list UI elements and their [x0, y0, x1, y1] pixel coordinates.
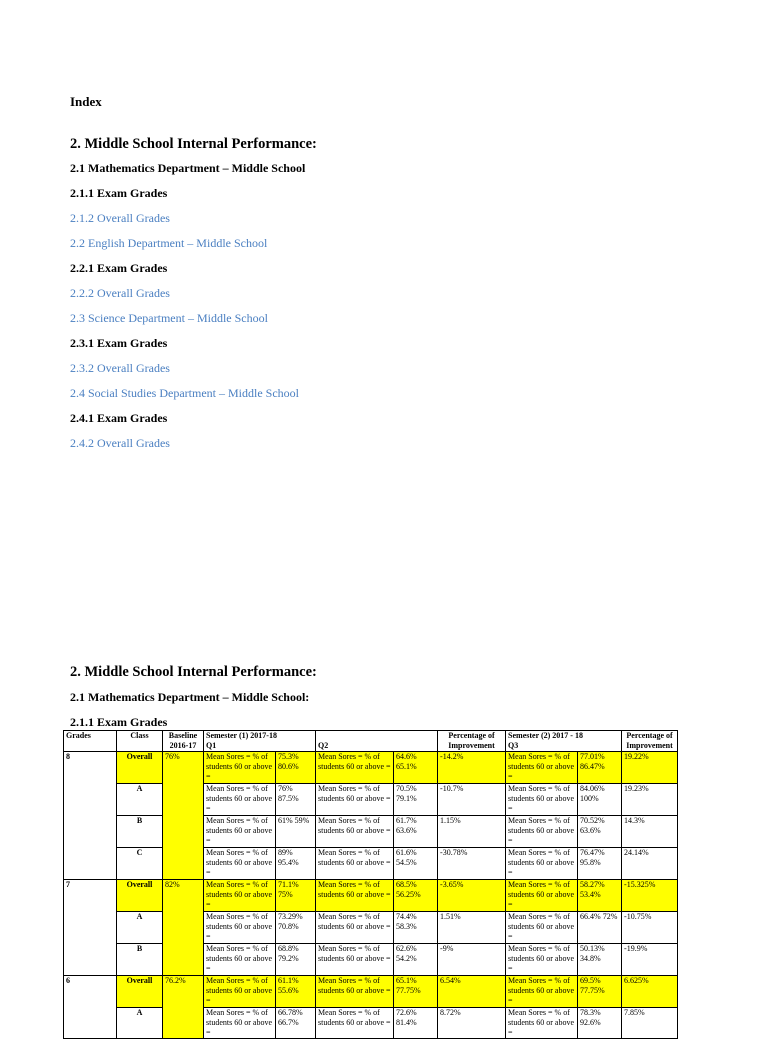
q2-value-cell: 61.6% 54.5%: [394, 848, 438, 880]
toc-entry[interactable]: 2.2 English Department – Middle School: [70, 236, 268, 250]
q2-metric-label: Mean Sores = % of students 60 or above =: [316, 976, 394, 1008]
q2-value-cell: 65.1% 77.75%: [394, 976, 438, 1008]
index-title: Index: [70, 94, 102, 109]
grade-cell: 6: [64, 976, 117, 1039]
pct-improvement-2-cell: -15.325%: [622, 880, 678, 912]
q2-value-cell: 70.5% 79.1%: [394, 784, 438, 816]
q3-value-cell: 84.06% 100%: [578, 784, 622, 816]
header-pct-improvement-1: Percentage of Improvement: [438, 731, 506, 752]
q2-value-cell: 64.6% 65.1%: [394, 752, 438, 784]
toc-entry[interactable]: 2.4 Social Studies Department – Middle School: [70, 386, 299, 400]
q2-metric-label: Mean Sores = % of students 60 or above =: [316, 880, 394, 912]
pct-improvement-2-cell: 19.23%: [622, 784, 678, 816]
pct-improvement-1-cell: -10.7%: [438, 784, 506, 816]
class-cell: Overall: [117, 752, 163, 784]
pct-improvement-2-cell: -10.75%: [622, 912, 678, 944]
table-body: [64, 752, 678, 1039]
header-q2: [316, 731, 438, 752]
pct-improvement-1-cell: -14.2%: [438, 752, 506, 784]
q2-metric-label: Mean Sores = % of students 60 or above =: [316, 848, 394, 880]
q1-label: Q1: [206, 741, 217, 750]
pct-improvement-1-cell: -9%: [438, 944, 506, 976]
q1-metric-label: Mean Sores = % of students 60 or above =: [204, 1008, 276, 1039]
toc-entry: 2.1 Mathematics Department – Middle School: [70, 161, 306, 175]
pct-improvement-2-cell: 7.85%: [622, 1008, 678, 1039]
pct-improvement-2-cell: 14.3%: [622, 816, 678, 848]
subsection-heading: 2.1 Mathematics Department – Middle School:: [70, 690, 310, 704]
index-section-heading: 2. Middle School Internal Performance:: [70, 136, 317, 152]
q2-value-cell: 62.6% 54.2%: [394, 944, 438, 976]
q2-label: Q2: [318, 741, 329, 750]
header-grades: Grades: [64, 731, 117, 752]
q1-value-cell: 68.8% 79.2%: [276, 944, 316, 976]
pct-improvement-2-cell: -19.9%: [622, 944, 678, 976]
q3-metric-label: Mean Sores = % of students 60 or above =: [506, 848, 578, 880]
table-row: [64, 784, 678, 816]
toc-entry: 2.2.1 Exam Grades: [70, 261, 168, 275]
q1-value-cell: 75.3% 80.6%: [276, 752, 316, 784]
table-row: [64, 816, 678, 848]
grade-cell: 8: [64, 752, 117, 880]
q3-metric-label: Mean Sores = % of students 60 or above =: [506, 976, 578, 1008]
q3-metric-label: Mean Sores = % of students 60 or above =: [506, 1008, 578, 1039]
exam-grades-table: [63, 730, 678, 1039]
class-cell: A: [117, 1008, 163, 1039]
q1-value-cell: 76% 87.5%: [276, 784, 316, 816]
table-row: [64, 880, 678, 912]
pct-improvement-2-cell: 19.22%: [622, 752, 678, 784]
q1-metric-label: Mean Sores = % of students 60 or above =: [204, 944, 276, 976]
section-heading: 2. Middle School Internal Performance:: [70, 664, 317, 680]
toc-entry[interactable]: 2.3.2 Overall Grades: [70, 361, 170, 375]
q2-value-cell: 74.4% 58.3%: [394, 912, 438, 944]
pct-improvement-1-cell: 8.72%: [438, 1008, 506, 1039]
class-cell: B: [117, 944, 163, 976]
pct-improvement-1-cell: -30.78%: [438, 848, 506, 880]
q1-value-cell: 73.29% 70.8%: [276, 912, 316, 944]
table-header-row: [64, 731, 678, 752]
pct-improvement-2-cell: 6.625%: [622, 976, 678, 1008]
q3-metric-label: Mean Sores = % of students 60 or above =: [506, 752, 578, 784]
toc-entry: 2.3.1 Exam Grades: [70, 336, 168, 350]
q1-value-cell: 66.78% 66.7%: [276, 1008, 316, 1039]
pct-improvement-2-cell: 24.14%: [622, 848, 678, 880]
semester-1-label: Semester (1) 2017-18: [206, 731, 277, 740]
toc-entry: 2.1.1 Exam Grades: [70, 186, 168, 200]
q1-value-cell: 61.1% 55.6%: [276, 976, 316, 1008]
q2-metric-label: Mean Sores = % of students 60 or above =: [316, 944, 394, 976]
q1-metric-label: Mean Sores = % of students 60 or above =: [204, 752, 276, 784]
q2-metric-label: Mean Sores = % of students 60 or above =: [316, 784, 394, 816]
table-row: [64, 976, 678, 1008]
q1-metric-label: Mean Sores = % of students 60 or above =: [204, 848, 276, 880]
class-cell: Overall: [117, 976, 163, 1008]
table-row: [64, 848, 678, 880]
table-row: [64, 752, 678, 784]
header-pct-improvement-2: Percentage of Improvement: [622, 731, 678, 752]
q2-value-cell: 72.6% 81.4%: [394, 1008, 438, 1039]
q1-metric-label: Mean Sores = % of students 60 or above =: [204, 784, 276, 816]
baseline-cell: 76.2%: [163, 976, 204, 1039]
header-class: Class: [117, 731, 163, 752]
baseline-cell: 82%: [163, 880, 204, 976]
q1-value-cell: 61% 59%: [276, 816, 316, 848]
q3-metric-label: Mean Sores = % of students 60 or above =: [506, 880, 578, 912]
q2-metric-label: Mean Sores = % of students 60 or above =: [316, 816, 394, 848]
table-row: [64, 1008, 678, 1039]
pct-improvement-1-cell: 1.51%: [438, 912, 506, 944]
q1-value-cell: 89% 95.4%: [276, 848, 316, 880]
pct-improvement-1-cell: 1.15%: [438, 816, 506, 848]
q3-value-cell: 76.47% 95.8%: [578, 848, 622, 880]
toc-entry[interactable]: 2.4.2 Overall Grades: [70, 436, 170, 450]
q3-value-cell: 70.52% 63.6%: [578, 816, 622, 848]
pct-improvement-1-cell: -3.65%: [438, 880, 506, 912]
q2-metric-label: Mean Sores = % of students 60 or above =: [316, 912, 394, 944]
baseline-cell: 76%: [163, 752, 204, 880]
class-cell: B: [117, 816, 163, 848]
toc-entry[interactable]: 2.1.2 Overall Grades: [70, 211, 170, 225]
q3-value-cell: 66.4% 72%: [578, 912, 622, 944]
header-semester-1: [204, 731, 316, 752]
q3-label: Q3: [508, 741, 519, 750]
q1-metric-label: Mean Sores = % of students 60 or above =: [204, 912, 276, 944]
q3-metric-label: Mean Sores = % of students 60 or above =: [506, 912, 578, 944]
grade-cell: 7: [64, 880, 117, 976]
header-semester-2: [506, 731, 622, 752]
q3-value-cell: 78.3% 92.6%: [578, 1008, 622, 1039]
q1-value-cell: 71.1% 75%: [276, 880, 316, 912]
q3-value-cell: 50.13% 34.8%: [578, 944, 622, 976]
table-row: [64, 912, 678, 944]
q1-metric-label: Mean Sores = % of students 60 or above =: [204, 880, 276, 912]
q3-metric-label: Mean Sores = % of students 60 or above =: [506, 784, 578, 816]
class-cell: Overall: [117, 880, 163, 912]
q1-metric-label: Mean Sores = % of students 60 or above =: [204, 816, 276, 848]
pct-improvement-1-cell: 6.54%: [438, 976, 506, 1008]
q3-metric-label: Mean Sores = % of students 60 or above =: [506, 944, 578, 976]
q3-metric-label: Mean Sores = % of students 60 or above =: [506, 816, 578, 848]
q2-metric-label: Mean Sores = % of students 60 or above =: [316, 1008, 394, 1039]
toc-entry[interactable]: 2.2.2 Overall Grades: [70, 286, 170, 300]
class-cell: A: [117, 912, 163, 944]
semester-2-label: Semester (2) 2017 - 18: [508, 731, 583, 740]
q2-value-cell: 61.7% 63.6%: [394, 816, 438, 848]
table-row: [64, 944, 678, 976]
q3-value-cell: 69.5% 77.75%: [578, 976, 622, 1008]
q3-value-cell: 58.27% 53.4%: [578, 880, 622, 912]
toc-entry: 2.4.1 Exam Grades: [70, 411, 168, 425]
q1-metric-label: Mean Sores = % of students 60 or above =: [204, 976, 276, 1008]
q2-metric-label: Mean Sores = % of students 60 or above =: [316, 752, 394, 784]
q2-value-cell: 68.5% 56.25%: [394, 880, 438, 912]
toc-entry[interactable]: 2.3 Science Department – Middle School: [70, 311, 268, 325]
q3-value-cell: 77.01% 86.47%: [578, 752, 622, 784]
class-cell: C: [117, 848, 163, 880]
subsubsection-heading: 2.1.1 Exam Grades: [70, 715, 168, 729]
class-cell: A: [117, 784, 163, 816]
header-baseline: Baseline 2016-17: [163, 731, 204, 752]
